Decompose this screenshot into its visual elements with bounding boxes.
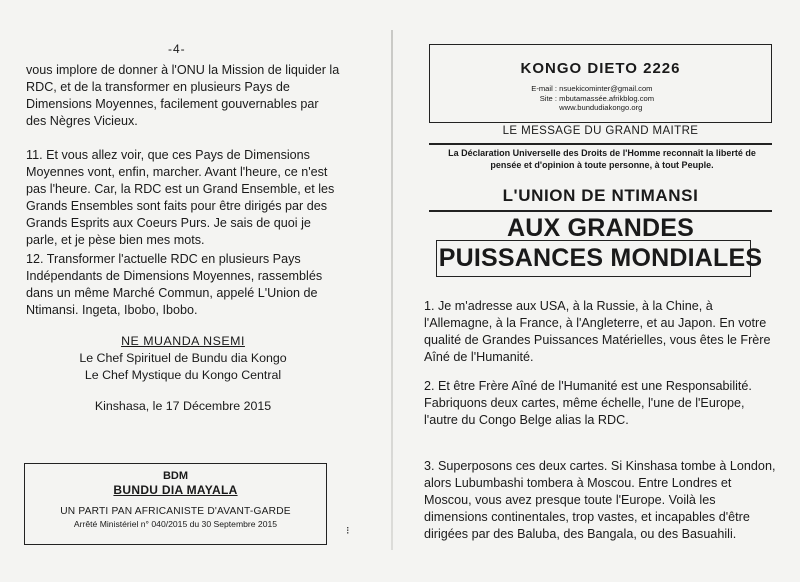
margin-mark: ⁝: [346, 525, 350, 537]
newsletter-title: KONGO DIETO 2226: [520, 60, 681, 77]
paragraph-12: 12. Transformer l'actuelle RDC en plusieurs Pays Indépendants de Dimensions Moyennes, rassemblés dans un même Marché Commun, appelé L'Union de Ntimansi. Ingeta, Ibobo, Ibobo.: [26, 252, 323, 317]
paragraph-10-continuation: vous implore de donner à l'ONU la Mission de liquider la RDC, et de la transformer en plusieurs Pays de Dimensions Moyennes, facilement gouvernables par des Nègres Vicieux.: [26, 63, 340, 128]
page-fold: [391, 30, 393, 550]
email-address: nsuekicominter@gmail.com: [559, 84, 653, 93]
left-page: [0, 0, 390, 582]
email-label: E-mail :: [531, 84, 557, 93]
declaration-quote: La Déclaration Universelle des Droits de l'Homme reconnaît la liberté de pensée et d'opinion à toute personne, à tout Peuple.: [448, 148, 756, 170]
party-acronym: BDM: [162, 470, 189, 482]
page-number: -4-: [168, 42, 186, 56]
party-slogan: UN PARTI PAN AFRICANISTE D'AVANT-GARDE: [60, 506, 291, 517]
main-title-line-2: PUISSANCES MONDIALES: [438, 244, 763, 272]
signatory-title-1: Le Chef Spirituel de Bundu dia Kongo: [79, 351, 287, 365]
main-title-line-1: AUX GRANDES: [507, 214, 694, 242]
place-date: Kinshasa, le 17 Décembre 2015: [94, 399, 272, 413]
paragraph-11: 11. Et vous allez voir, que ces Pays de Dimensions Moyennes vont, enfin, marcher. Avant l'heure, ce n'est pas l'heure. Car, la RDC est un Grand Ensemble, et les Grands Ensembles sont faits pour être dirigés par des Grands Esprits aux Coeurs Purs. Je sais de quoi je parle, et je pèse bien mes mots.: [26, 148, 335, 247]
right-page: [400, 0, 800, 582]
signatory-title-2: Le Chef Mystique du Kongo Central: [84, 368, 282, 382]
signatory-name: NE MUANDA NSEMI: [121, 334, 245, 348]
union-title: L'UNION DE NTIMANSI: [502, 186, 699, 205]
union-rule: [429, 210, 772, 212]
site-url-2: www.bundudiakongo.org: [559, 103, 643, 112]
paragraph-2: 2. Et être Frère Aîné de l'Humanité est une Responsabilité. Fabriquons deux cartes, même échelle, l'une de l'Europe, l'autre du Congo Belge alias la RDC.: [424, 379, 752, 427]
signature-block: [48, 333, 318, 384]
site-label: Site :: [539, 93, 557, 103]
party-decree: Arrêté Ministériel n° 040/2015 du 30 Septembre 2015: [73, 519, 278, 529]
contact-info: [516, 84, 654, 113]
party-name: BUNDU DIA MAYALA: [113, 483, 238, 497]
site-url-1: mbutamassée.afrikblog.com: [559, 93, 655, 103]
paragraph-1: 1. Je m'adresse aux USA, à la Russie, à la Chine, à l'Allemagne, à la France, à l'Angleterre, et au Japon. En votre qualité de Grandes Puissances Matérielles, vous êtes le Frère Aîné de l'Humanité.: [424, 299, 771, 364]
paragraph-3: 3. Superposons ces deux cartes. Si Kinshasa tombe à London, alors Lubumbashi tombera à Moscou. Entre Londres et Moscou, vous avez presque toute l'Europe. Voilà les dimensions continentales, trop vastes, et incapables d'être dirigées par des Baluba, des Bangala, ou des Basuahili.: [424, 459, 776, 541]
party-box: [24, 463, 327, 545]
header-rule: [429, 143, 772, 145]
header-box: [429, 44, 772, 123]
message-title: LE MESSAGE DU GRAND MAITRE: [502, 125, 699, 137]
